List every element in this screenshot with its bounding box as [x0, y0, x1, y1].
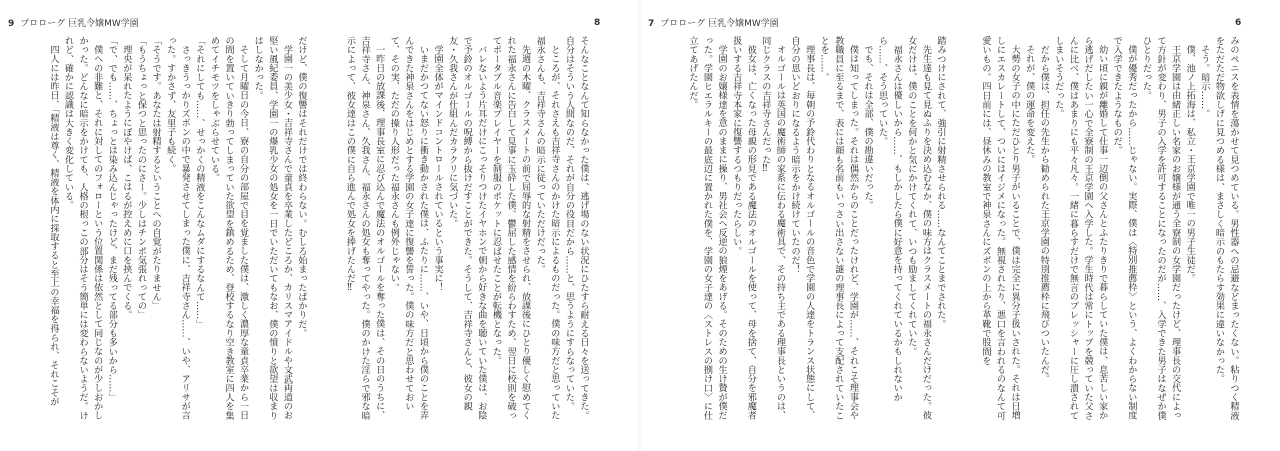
paragraph: いまだかつてない怒りに衝き動かされた僕は、ふたりに……、いや、日頃から僕のことを弄んできた神泉さんをはじめとする学園の女子達に復讐を誓った。僕の味方だと思わせておいて、その実、ただの操り人形だった福永さんも例外じゃない。	[388, 36, 428, 420]
paragraph: 学園全体がマインドコントロールされているという事実に！	[432, 45, 443, 292]
paragraph: 学園のお嬢様達を意のままに操り、男社会へ反逆の狼煙をあげる。そのための生け贄が僕だった。学園ヒエラルキーの最底辺に置かれた僕を、学園の女子達の〈ストレスの捌け口〉に仕立てあげたんだ。	[686, 36, 727, 420]
paragraph: 「それにしても……、せっかくの精液をこんなムダにするなんて……」	[193, 36, 204, 329]
running-header	[648, 16, 779, 29]
page-number: 8	[594, 18, 601, 28]
paragraph: さっきうっかりズボンの中で暴発させてしまった僕に、吉祥寺さん……、いや、アリサが言った。すかさず、友里子も続く。	[164, 36, 190, 420]
page-8	[320, 0, 638, 451]
paragraph: バレないよう片耳だけにこっそりつけたイヤホンで朝から好きな曲を聴いていた僕は、お陰で予鈴のオルゴールの呪縛から抜けだすことができた。そうして、吉祥寺さんと、彼女の親友・久我さんが仕組んだカラクリに気づいた。	[446, 36, 486, 420]
paragraph: 大勢の女子の中にただひとり男子がいることで、僕は完全に異分子扱いされた。それは日増しにエスカレートして、ついにはイジメになった。無視されたり、悪口を言われるのなんて可愛いもの。四日前には、昼休みの教室で神泉さんにズボンの上から革靴で股間を	[979, 36, 1020, 420]
paragraph: 福永さんは優しいから……、もしかしたら僕に好意を持ってくれているかもしれないから……、そう思っていた。	[876, 36, 902, 402]
page-6	[960, 0, 1280, 451]
page-body	[684, 36, 947, 422]
paragraph: 「もうちょっと保つと思ったのにさー。少しはチンポ気張れっての」	[135, 36, 146, 320]
paragraph: それが、僕の運命を変えた。	[1023, 45, 1034, 164]
paragraph: でも、それは全部、僕の勘違いだった。	[862, 45, 873, 210]
chapter-title: プロローグ 巨乳令嬢MW学園	[660, 19, 779, 29]
paragraph: 先週の木曜、クラスメートの前で屈辱的な射精をさせられ、放課後にひとり優しく慰めてくれた福永さんに告白して見事に玉砕した僕。鬱屈した感情を紛らわすため、翌日に校則を破ってポータブル音楽プレイヤーを制服のポケットに忍ばせたことが転機となった。	[490, 36, 530, 420]
paragraph: オルゴールは英国の魔術師の家系に伝わる魔術具で、その持ち主である理事長というのは、同じクラスの吉祥寺さんだった‼	[759, 36, 785, 420]
paragraph: だけど、僕の復讐はそれだけでは終わらない。むしろ始まったばかりだ。	[296, 36, 306, 338]
page-7	[642, 0, 960, 451]
paragraph: 学園一の美少女・吉祥寺さんで童貞を卒業したどころか、カリスマアイドルや文武両道のお堅い風紀委員、学園一の爆乳少女の処女を一日でいただいてもなお、僕の憤りと欲望は収まりはしなかった。	[252, 36, 292, 420]
page-number: 7	[648, 19, 655, 29]
page-number: 6	[1235, 18, 1242, 28]
paragraph: 一昨日の放課後、理事長室に忍び込んで魔法のオルゴールを奪った僕は、その日のうちに、吉祥寺さん、神泉さん、久我さん、福永さんの処女も奪ってやった。僕のかけた淫らで邪な暗示によって、彼女達はこの僕に自ら進んで処女を捧げたんだ‼	[344, 36, 384, 420]
paragraph: そう。暗示……。	[1198, 45, 1209, 119]
paragraph: そんなことなんて知らなかった僕は、逃げ場のない状況にひたすら耐える日々を送ってきた。自分はそういう人間なのだ、それが自分の役目だから……と、思うようにすらなっていた。	[563, 36, 588, 420]
paragraph: 彼女は、亡くなった母親の形見である魔法のオルゴールを使って、母を捨て、自分を邪魔者扱いする吉祥寺本家に復讐するつもりだったらしい。	[730, 36, 756, 420]
paragraph: 理事長は、毎朝の予鈴代わりとなるオルゴールの音色で学園の人達をトランス状態にして、自分の思いどおりになるよう暗示をかけ続けていたのだ！	[789, 36, 814, 420]
paragraph: 僕、池ノ上拓海は、私立・王京学園で唯一の男子生徒だ。	[1184, 45, 1195, 283]
paragraph: 「で、でも……、ちょっとは染み込んじゃったけど、まだ残ってる部分も多いから……」	[106, 36, 117, 402]
paragraph: 王京学園は由緒正しい名家のお嬢様が通う全寮制の女学園だったけど、理事長の交代によって方針が変わり、男子の入学を許可することになったのだが……、入学できた男子はなぜか僕ひとりだった。	[1140, 36, 1180, 420]
paragraph: みのペニスを表情を蕩かせて見つめている。男性器への忌避などまったくない。粘りつく精液をただただ物欲しげに見つめる様は、まさしく暗示のもたらす効果に違いなかった。	[1213, 36, 1238, 420]
paragraph: 僕は知ってしまった。それは偶然からのことだったけれど、学園が……、それこそ理事会や教職員に至るまで、表には顔も名前もいっさい出さない謎の理事長によって支配されていたことを……。	[818, 36, 858, 420]
paragraph: 理央が呆れたようにぼやけば、こはるが控えめに口を挟んでくる。	[120, 45, 131, 320]
page-number: 9	[8, 19, 15, 29]
paragraph: 先生達も見て見ぬふりを決め込むなか、僕の味方はクラスメートの福永さんだけだった。彼女だけは、僕のことを何かと気にかけてくれて、いつも励ましてくれていた。	[905, 36, 931, 420]
page-body	[45, 36, 308, 422]
page-body	[977, 36, 1240, 422]
paragraph: 幼い頃に親が離婚して仕事一辺倒の父さんとふたりきりで暮らしていた僕は、息苦しい家から逃げだしたい一心で全寮制の王京学園へ入学した。学生時代は常にトップを競っていた父さんに比べ、僕はあまりにも平々凡々。一緒に暮らすだけで無言のプレッシャーに圧し潰されてしまいそうだった。	[1052, 36, 1107, 420]
page-9	[0, 0, 320, 451]
paragraph: 四人には昨日、「精液は尊く、精液を体内に採取すると至上の幸福を得られ、それこそが	[47, 45, 58, 407]
paragraph: 僕が優秀だったから……じゃない。実際、僕は〈特別推薦枠〉という、よくわからない制度で入学できたようなものだ。	[1111, 36, 1136, 420]
paragraph: 踏みつけにされて、強引に射精させられる……なんてことまでされた。	[935, 36, 945, 329]
page-body	[327, 36, 590, 422]
paragraph: 僕への非難と、それに対してのフォローという位置関係は依然として同じなのが少しおかしかった。どんなに暗示をかけても、人格の根っこの部分はそう簡単には変わらないようだ。けれど、確かに認識は大きく変化している。	[62, 36, 102, 420]
running-header	[8, 16, 139, 29]
chapter-title: プロローグ 巨乳令嬢MW学園	[20, 19, 139, 29]
paragraph: 「そうです。あなたは射精するということへの自覚がたりません」	[150, 36, 161, 311]
paragraph: ところが、それさえも吉祥寺さんのかけた暗示によるものだった。僕の味方だと思っていた福永さんも、吉祥寺さんの暗示に従っていただけだった。	[534, 36, 559, 420]
paragraph: だから僕は、担任の先生から勧められた王京学園の特別推薦枠に飛びついたんだ。	[1038, 45, 1049, 384]
paragraph: そして月曜日の今日、寮の自分の部屋で目を覚ました僕は、激しく濃厚な童貞卒業から一日の間を置いていきり勃ってしまっていた欲望を鎮めるため、登校するなり空き教室に四人を集めてイチモツをしゃぶらせている。	[208, 36, 248, 420]
